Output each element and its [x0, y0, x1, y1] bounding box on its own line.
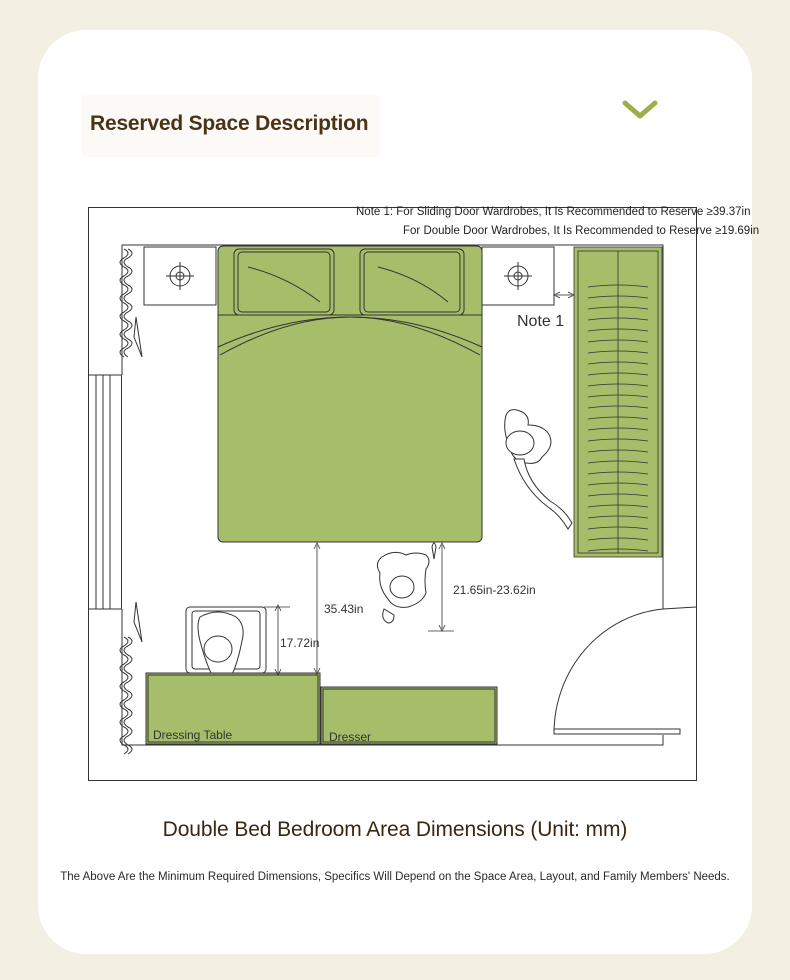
double-bed	[218, 246, 482, 542]
dim-walkway-label: 21.65in-23.62in	[453, 583, 536, 597]
nightstand-left	[144, 247, 216, 305]
note1-double-text	[403, 225, 759, 237]
note1-sliding-text	[356, 206, 751, 218]
chevron-down-icon[interactable]	[620, 98, 660, 124]
diagram-caption: The Above Are the Minimum Required Dimensions, Specifics Will Depend on the Space Area, Layout, and Family Members' Needs.	[60, 871, 730, 883]
wardrobe	[574, 247, 662, 557]
dim-bed-to-table-label: 35.43in	[324, 602, 364, 616]
diagram-subtitle: Double Bed Bedroom Area Dimensions (Unit: mm)	[162, 818, 628, 841]
window	[89, 375, 122, 609]
nightstand-right	[482, 247, 554, 305]
dresser-label: Dresser	[329, 730, 372, 744]
bedroom-floor-plan	[88, 206, 760, 783]
note1-marker: Note 1	[517, 313, 565, 330]
dressing-table-label: Dressing Table	[153, 728, 233, 742]
note1-sliding-line: Note 1: For Sliding Door Wardrobes, It Is Recommended to Reserve ≥39.37in	[356, 206, 751, 218]
section-title: Reserved Space Description	[90, 112, 369, 135]
note1-double-line: For Double Door Wardrobes, It Is Recommended to Reserve ≥19.69in	[403, 225, 760, 237]
dim-chair-label: 17.72in	[280, 636, 320, 650]
